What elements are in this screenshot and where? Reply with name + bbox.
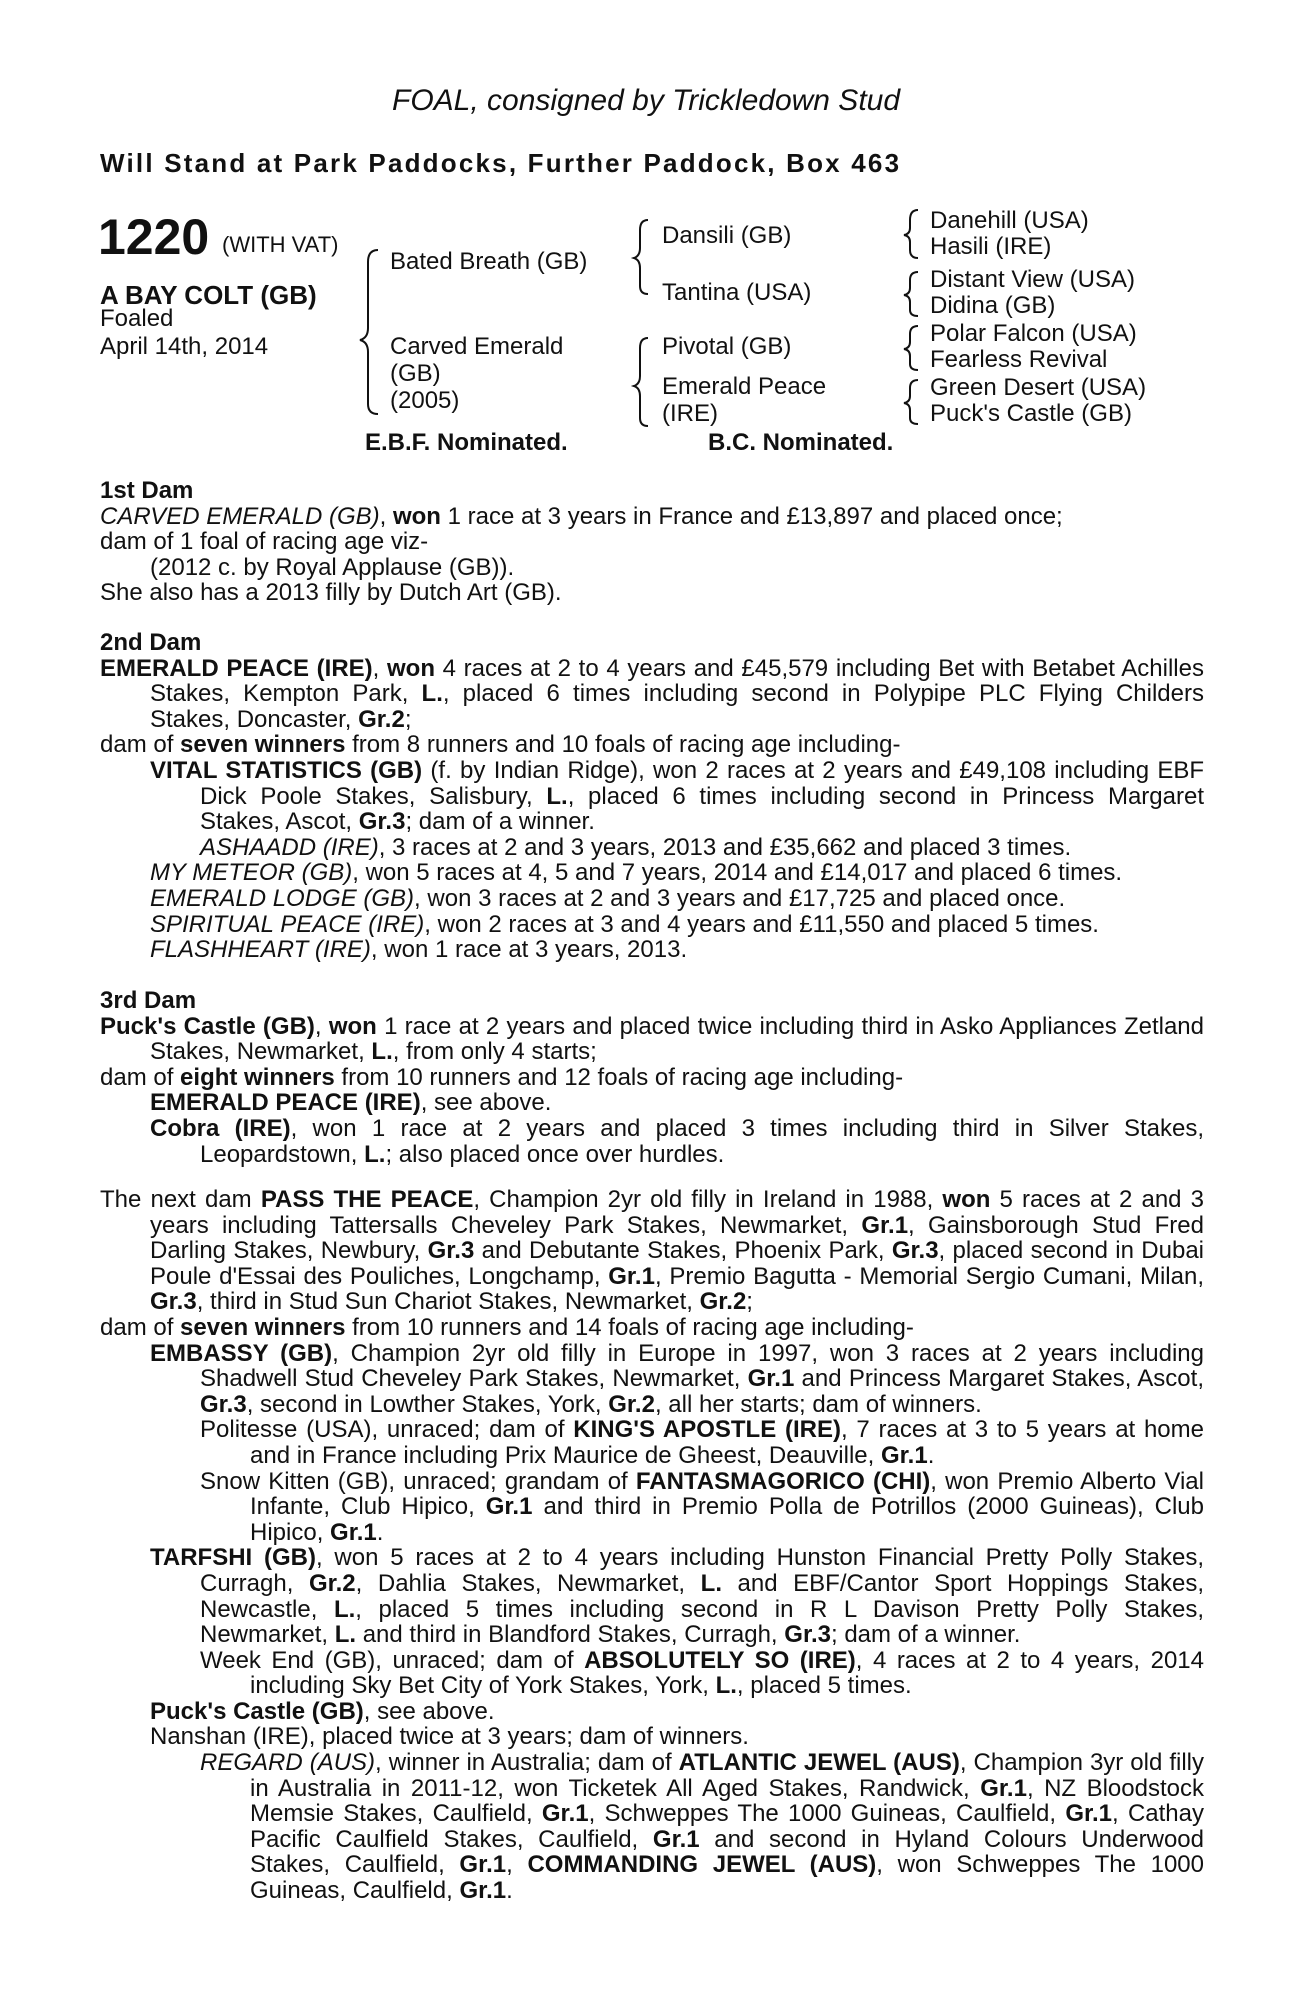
first-dam-line2: dam of 1 foal of racing age viz- (100, 528, 429, 556)
cob-name: Cobra (IRE) (150, 1114, 291, 1142)
we-t3: , placed 5 times. (736, 1672, 912, 1700)
td-t2: , from only 4 starts; (392, 1038, 597, 1066)
eml-name: EMERALD LODGE (GB) (150, 884, 415, 912)
spp-name: SPIRITUAL PEACE (IRE) (150, 910, 425, 938)
first-dam-line1: CARVED EMERALD (GB), won 1 race at 3 years in France and £13,897 and placed once; (100, 502, 1063, 530)
mym-t: , won 5 races at 4, 5 and 7 years, 2014 and £14,017 and placed 6 times. (352, 859, 1123, 887)
pc-t: , see above. (363, 1697, 495, 1725)
vs-t3: ; dam of a winner. (405, 808, 595, 836)
emb-t2: and Princess Margaret Stakes, Ascot, (794, 1365, 1204, 1393)
nd-t6: , Premio Bagutta - Memorial Sergio Cumani, Milan, (654, 1262, 1204, 1290)
sds: Distant View (USA) (930, 266, 1135, 293)
nd-t7: , third in Stud Sun Chariot Stakes, Newmarket, (196, 1288, 700, 1316)
reg-aj: ATLANTIC JEWEL (AUS) (678, 1749, 960, 1777)
flashheart-entry (100, 937, 1204, 963)
tar-t3: and EBF/Cantor Sport Hoppings Stakes, Newcastle, (200, 1569, 1204, 1623)
first-dam-won: won (392, 502, 441, 530)
first-dam-heading: 1st Dam (100, 477, 194, 504)
bc-nominated: B.C. Nominated. (708, 429, 894, 456)
vs-L: L. (546, 782, 568, 810)
tar-L1: L. (700, 1569, 722, 1597)
snow-t3: and third in Premio Polla de Potrillos (2000 Guineas), Club Hipico, (250, 1493, 1204, 1546)
sd-L1: L. (421, 680, 443, 708)
vs-g: Gr.3 (358, 808, 406, 836)
nd-t4: and Debutante Stakes, Phoenix Park, (474, 1237, 892, 1265)
emb-t4: , all her starts; dam of winners. (654, 1390, 982, 1418)
week-end-entry (100, 1648, 1204, 1699)
third-dam-record: Puck's Castle (GB), won 1 race at 2 years and placed twice including third in Asko Appliances Zetland Stakes, Newmarket, L., from only 4 starts; (100, 1012, 1204, 1066)
second-dam-won: won (387, 654, 435, 682)
brace-sd (904, 272, 918, 316)
dss: Polar Falcon (USA) (930, 320, 1137, 347)
fla-name: FLASHHEART (IRE) (150, 936, 371, 964)
sire-sire: Dansili (GB) (662, 222, 792, 249)
nanshan-entry: Nanshan (IRE), placed twice at 3 years; dam of winners. (150, 1723, 749, 1751)
snow-g2: Gr.1 (330, 1518, 377, 1546)
third-dam-produce (100, 1065, 1204, 1091)
sdd: Didina (GB) (930, 292, 1056, 319)
first-dam-name: CARVED EMERALD (GB) (100, 502, 380, 530)
dam-line3: (2005) (390, 387, 460, 414)
reg-g4: Gr.1 (652, 1825, 700, 1853)
vs-name: VITAL STATISTICS (GB) (150, 756, 423, 784)
ddd: Puck's Castle (GB) (930, 400, 1132, 427)
ep-name: EMERALD PEACE (IRE) (150, 1089, 421, 1117)
snow-f: FANTASMAGORICO (CHI) (635, 1467, 931, 1495)
td-winners: eight winners (180, 1063, 335, 1091)
snow-g1: Gr.1 (485, 1493, 533, 1521)
ash-t: , 3 races at 2 and 3 years, 2013 and £35,662 and placed 3 times. (378, 833, 1072, 861)
pol-t2: , 7 races at 3 to 5 years at home and in France including Prix Maurice de Gheest, Deauville, (250, 1416, 1204, 1469)
first-dam-text1: 1 race at 3 years in France and £13,897 and placed once; (440, 502, 1063, 530)
reg-t6: and second in Hyland Colours Underwood Stakes, Caulfield, (250, 1825, 1204, 1879)
reg-g2: Gr.1 (541, 1800, 589, 1828)
ep-t: , see above. (420, 1089, 552, 1117)
dam-line1: Carved Emerald (390, 333, 564, 360)
nd-g2: Gr.3 (427, 1237, 475, 1265)
nd-g4: Gr.1 (608, 1262, 655, 1290)
nd-damof1: dam of (100, 1313, 181, 1341)
tarfshi-entry (100, 1545, 1204, 1647)
reg-t2: , Champion 3yr old filly in Australia in 2011-12, won Ticketek All Aged Stakes, Randwick, (250, 1749, 1205, 1802)
snow-t4: . (376, 1518, 384, 1546)
lot-number: 1220 (98, 209, 210, 265)
reg-g3: Gr.1 (1065, 1800, 1113, 1828)
emb-g3: Gr.2 (608, 1390, 655, 1418)
brace-sire (634, 220, 648, 294)
nd-won: won (942, 1186, 991, 1213)
tar-t6: ; dam of a winner. (830, 1621, 1021, 1649)
brace-ds (904, 326, 918, 370)
politesse-entry (100, 1417, 1204, 1468)
first-dam-line4: She also has a 2013 filly by Dutch Art (GB). (100, 579, 562, 607)
second-dam-section (100, 630, 1204, 963)
snow-t2: , won Premio Alberto Vial Infante, Club Hipico, (250, 1467, 1204, 1521)
next-dam-produce (100, 1315, 1204, 1341)
cob-L: L. (364, 1140, 386, 1168)
tar-t2: , Dahlia Stakes, Newmarket, (355, 1569, 701, 1597)
td-won: won (328, 1012, 377, 1040)
td-damof1: dam of (100, 1063, 181, 1091)
reg-g5: Gr.1 (459, 1851, 507, 1879)
spiritual-peace-entry (100, 912, 1204, 938)
regard-entry (100, 1750, 1204, 1904)
reg-name: REGARD (AUS) (200, 1749, 376, 1777)
foaled-label: Foaled (100, 305, 174, 332)
emb-g2: Gr.3 (200, 1390, 247, 1418)
emb-g1: Gr.1 (747, 1365, 795, 1393)
my-meteor-entry (100, 860, 1204, 886)
td-L1: L. (371, 1038, 393, 1066)
spp-t: , won 2 races at 3 and 4 years and £11,550 and placed 5 times. (424, 910, 1099, 938)
eml-t: , won 3 races at 2 and 3 years and £17,725 and placed once. (414, 884, 1066, 912)
tar-g1: Gr.2 (308, 1569, 356, 1597)
sd-t1: 4 races at 2 to 4 years and £45,579 including Bet with Betabet Achilles Stakes, Kempton Park, (150, 654, 1204, 708)
nd-g6: Gr.2 (699, 1288, 747, 1316)
brace-sire-dam (360, 250, 378, 414)
vs-t1: (f. by Indian Ridge), won 2 races at 2 years and £49,108 including EBF Dick Poole Stakes, Salisbury, (200, 756, 1205, 810)
reg-t9: . (506, 1877, 513, 1905)
dam-sire: Pivotal (GB) (662, 333, 792, 360)
dam-line2: (GB) (390, 360, 441, 387)
we-L: L. (715, 1672, 737, 1700)
nd-g1: Gr.1 (861, 1211, 909, 1239)
ebf-nominated: E.B.F. Nominated. (365, 429, 568, 456)
tar-name: TARFSHI (GB) (150, 1544, 316, 1572)
second-dam-record: EMERALD PEACE (IRE), won 4 races at 2 to 4 years and £45,579 including Bet with Betabet Achilles Stakes, Kempton Park, L., placed 6 times including second in Polypipe PLC Flying Childers Stakes, Doncaster, Gr.2; (100, 654, 1204, 733)
td-name: Puck's Castle (GB) (100, 1012, 315, 1040)
nd-t8: ; (746, 1288, 753, 1316)
emb-t3: , second in Lowther Stakes, York, (246, 1390, 609, 1418)
dsd: Fearless Revival (930, 346, 1108, 373)
third-dam-section (100, 988, 1204, 1167)
we-t1: Week End (GB), unraced; dam of (200, 1646, 585, 1674)
reg-t1: , winner in Australia; dam of (375, 1749, 679, 1777)
brace-dam (634, 338, 648, 426)
vs-t2: , placed 6 times including second in Princess Margaret Stakes, Ascot, (200, 782, 1204, 836)
reg-t7: , (506, 1851, 528, 1879)
nd-t5: , placed second in Dubai Poule d'Essai des Pouliches, Longchamp, (150, 1237, 1204, 1290)
snow-t1: Snow Kitten (GB), unraced; grandam of (200, 1467, 636, 1495)
foaled-date: April 14th, 2014 (100, 333, 269, 360)
fla-t: , won 1 race at 3 years, 2013. (370, 936, 688, 964)
reg-t4: , Schweppes The 1000 Guineas, Caulfield, (588, 1800, 1066, 1828)
sire-dam: Tantina (USA) (662, 279, 812, 306)
sd-winners: seven winners (180, 731, 346, 759)
tar-g2: Gr.3 (784, 1621, 831, 1649)
reg-t3: , NZ Bloodstock Memsie Stakes, Caulfield, (250, 1774, 1204, 1828)
pol-ka: KING'S APOSTLE (IRE) (573, 1416, 841, 1444)
ashaadd-entry (100, 835, 1204, 861)
reg-t5: , Cathay Pacific Caulfield Stakes, Caulfield, (250, 1800, 1205, 1853)
dam-dam-line1: Emerald Peace (662, 373, 827, 400)
ssd: Hasili (IRE) (930, 233, 1052, 260)
second-dam-heading: 2nd Dam (100, 629, 202, 656)
vital-statistics-entry (100, 758, 1204, 835)
emerald-peace-entry (100, 1090, 1204, 1116)
first-dam-foal: (2012 c. by Royal Applause (GB)). (150, 553, 515, 581)
third-dam-heading: 3rd Dam (100, 987, 197, 1014)
reg-cj: COMMANDING JEWEL (AUS) (527, 1851, 877, 1879)
reg-g6: Gr.1 (459, 1877, 507, 1905)
first-dam-section (100, 478, 1204, 606)
sss: Danehill (USA) (930, 207, 1089, 234)
nd-g5: Gr.3 (150, 1288, 197, 1316)
sd-g1: Gr.2 (358, 705, 405, 733)
dam-dam-line2: (IRE) (662, 400, 718, 427)
pol-t1: Politesse (USA), unraced; dam of (200, 1416, 574, 1444)
dds: Green Desert (USA) (930, 374, 1147, 401)
tar-t4: , placed 5 times including second in R L Davison Pretty Polly Stakes, Newmarket, (200, 1595, 1205, 1649)
sd-t3: ; (404, 705, 412, 733)
nd-g3: Gr.3 (891, 1237, 939, 1265)
pol-g: Gr.1 (880, 1441, 928, 1469)
lot-description: A BAY COLT (GB) (100, 280, 317, 310)
emb-name: EMBASSY (GB) (150, 1339, 333, 1367)
snow-kitten-entry (100, 1469, 1204, 1546)
sd-t2: , placed 6 times including second in Polypipe PLC Flying Childers Stakes, Doncaster, (150, 680, 1204, 733)
nd-t0: The next dam (100, 1186, 261, 1213)
ash-name: ASHAADD (IRE) (200, 833, 379, 861)
vat-note: (WITH VAT) (222, 232, 339, 257)
pol-t3: . (927, 1441, 935, 1469)
pc-name: Puck's Castle (GB) (150, 1697, 364, 1725)
td-t1: 1 race at 2 years and placed twice including third in Asko Appliances Zetland Stakes, Newmarket, (150, 1012, 1204, 1066)
we-as: ABSOLUTELY SO (IRE) (584, 1646, 856, 1674)
we-t2: , 4 races at 2 to 4 years, 2014 including Sky Bet City of York Stakes, York, (250, 1646, 1204, 1700)
second-dam-name: EMERALD PEACE (IRE) (100, 654, 373, 682)
emerald-lodge-entry (100, 886, 1204, 912)
sire: Bated Breath (GB) (390, 248, 588, 275)
mym-name: MY METEOR (GB) (150, 859, 353, 887)
nd-winners: seven winners (180, 1313, 346, 1341)
sd-damof1: dam of (100, 731, 181, 759)
brace-ss (904, 210, 918, 258)
nd-t2: 5 races at 2 and 3 years including Tattersalls Cheveley Park Stakes, Newmarket, (150, 1186, 1204, 1239)
nd-t3: , Gainsborough Stud Fred Darling Stakes, Newbury, (150, 1211, 1204, 1265)
consignment-line: FOAL, consigned by Trickledown Stud (392, 84, 901, 117)
tar-t5: and third in Blandford Stakes, Curragh, (356, 1621, 785, 1649)
sd-damof2: from 8 runners and 10 foals of racing age including- (345, 731, 901, 759)
tar-L3: L. (334, 1621, 357, 1649)
tar-t1: , won 5 races at 2 to 4 years including Hunston Financial Pretty Polly Stakes, Curragh, (200, 1544, 1204, 1597)
emb-t1: , Champion 2yr old filly in Europe in 1997, won 3 races at 2 years including Shadwell Stud Cheveley Park Stakes, Newmarket, (200, 1339, 1204, 1393)
nd-t1: , Champion 2yr old filly in Ireland in 1988, (473, 1186, 943, 1213)
cobra-entry (100, 1116, 1204, 1167)
td-damof2: from 10 runners and 12 foals of racing age including- (334, 1063, 904, 1091)
cob-t1: , won 1 race at 2 years and placed 3 times including third in Silver Stakes, Leopardstown, (200, 1114, 1205, 1168)
brace-dd (904, 380, 918, 424)
reg-g1: Gr.1 (980, 1774, 1027, 1802)
embassy-entry (100, 1341, 1204, 1418)
next-dam-record (100, 1187, 1204, 1315)
next-dam-section (100, 1187, 1204, 1904)
tar-L2: L. (333, 1595, 356, 1623)
nd-name: PASS THE PEACE (260, 1186, 474, 1213)
reg-t8: , won Schweppes The 1000 Guineas, Caulfield, (250, 1851, 1204, 1905)
nd-damof2: from 10 runners and 14 foals of racing age including- (345, 1313, 914, 1341)
cob-t2: ; also placed once over hurdles. (385, 1140, 725, 1168)
pucks-castle-entry (100, 1699, 1204, 1725)
stand-location: Will Stand at Park Paddocks, Further Paddock, Box 463 (100, 148, 902, 178)
second-dam-produce (100, 732, 1204, 758)
